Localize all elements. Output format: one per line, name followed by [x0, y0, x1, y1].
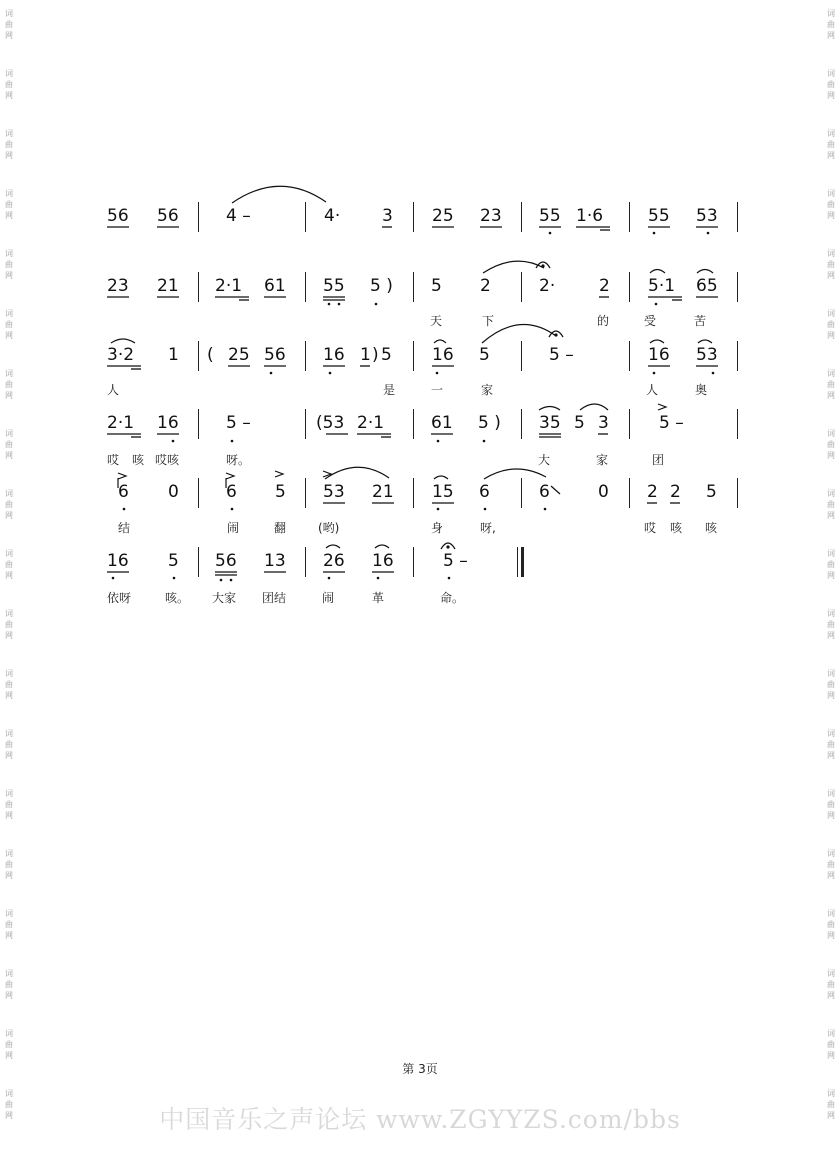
note-group: 16 [432, 345, 454, 365]
note-group: 16 [107, 551, 129, 571]
octave-dots [112, 232, 718, 582]
note-group: 6 [479, 482, 490, 502]
note-group: 3·2 [107, 345, 135, 365]
note-group: 2 [647, 482, 658, 502]
note-group: 2 [670, 482, 681, 502]
lyric-syllable: (哟) [318, 521, 340, 535]
margin-watermark-stamp: 词 曲 网 [827, 309, 835, 340]
margin-watermark-stamp: 词 曲 网 [827, 549, 835, 580]
margin-watermark-stamp: 词 曲 网 [827, 189, 835, 220]
note-group: 35 [539, 413, 561, 433]
note-group: 16 [323, 345, 345, 365]
lyric-syllable: 咳 [670, 521, 683, 535]
margin-watermark-stamp: 词 曲 网 [5, 909, 13, 940]
note-group: 53 [323, 482, 345, 502]
margin-watermark-stamp: 词 曲 网 [827, 909, 835, 940]
lyric-syllable: 团 [652, 453, 665, 467]
note-group: 4 – [226, 206, 251, 226]
lyric-syllable: 一 [431, 383, 444, 397]
fermata-marks [441, 262, 563, 549]
lyric-syllable: 人 [107, 383, 120, 397]
margin-watermark-stamp: 词 曲 网 [827, 1029, 835, 1060]
note-group: 26 [323, 551, 345, 571]
note-group: 5 – [659, 413, 684, 433]
note-group: 55 [648, 206, 670, 226]
note-group: 5 – [226, 413, 251, 433]
margin-watermark-stamp: 词 曲 网 [5, 669, 13, 700]
margin-watermark-stamp: 词 曲 网 [5, 309, 13, 340]
note-group: 56 [107, 206, 129, 226]
note-group: 21 [372, 482, 394, 502]
lyric-syllable: 翻 [274, 521, 287, 535]
lyric-syllable: 革 [372, 591, 385, 605]
lyric-syllable: 哎 [644, 521, 657, 535]
margin-watermark-stamp: 词 曲 网 [5, 249, 13, 280]
note-group: 16 [157, 413, 179, 433]
note-group: 5 ) [478, 413, 501, 433]
lyric-syllable: 天 [430, 314, 443, 328]
note-group: 0 [598, 482, 609, 502]
note-group: 61 [264, 276, 286, 296]
note-group: 4· [324, 206, 341, 226]
margin-watermark-stamp: 词 曲 网 [5, 429, 13, 460]
lyric-syllable: 呀, [480, 521, 496, 535]
slurs-and-ties [111, 186, 713, 548]
note-group: 21 [157, 276, 179, 296]
page-number: 第 3页 [402, 1062, 438, 1076]
note-group: 1 [360, 345, 371, 365]
note-group: 56 [215, 551, 237, 571]
margin-watermark-stamp: 词 曲 网 [5, 129, 13, 160]
lyric-syllable: 受 [644, 314, 657, 328]
lyric-syllable: 命。 [440, 591, 465, 605]
note-group: 65 [696, 276, 718, 296]
note-group: 25 [228, 345, 250, 365]
lyric-syllable: 奥 [695, 383, 708, 397]
note-group: 6 [539, 482, 550, 502]
margin-watermark-stamp: 词 曲 网 [827, 429, 835, 460]
lyric-syllable: 家 [596, 453, 609, 467]
note-group: 1·6 [576, 206, 604, 226]
note-group: ) [372, 345, 379, 365]
note-group: 2·1 [107, 413, 135, 433]
note-group: 2·1 [215, 276, 243, 296]
note-group: 1 [168, 345, 179, 365]
note-group: 55 [323, 276, 345, 296]
lyric-syllable: 闹 [227, 521, 240, 535]
margin-watermark-stamp: 词 曲 网 [5, 969, 13, 1000]
lyric-syllable: 家 [481, 383, 494, 397]
lyric-syllable: 咳 [705, 521, 718, 535]
margin-watermark-stamp: 词 曲 网 [827, 969, 835, 1000]
note-group: 5 [431, 276, 442, 296]
lyric-syllable: 大 [538, 453, 551, 467]
site-banner-watermark: 中国音乐之声论坛 www.ZGYYZS.com/bbs [159, 1105, 681, 1134]
note-group: 15 [432, 482, 454, 502]
margin-watermark-stamp: 词 曲 网 [5, 1029, 13, 1060]
note-group: 23 [107, 276, 129, 296]
lyric-syllable: 的 [597, 314, 610, 328]
underlines [107, 227, 718, 575]
lyric-syllable: 苦 [694, 314, 707, 328]
accent-marks [118, 404, 666, 494]
note-group: (53 [316, 413, 345, 433]
note-group: ( [207, 345, 214, 365]
margin-watermark-stamp: 词 曲 网 [827, 789, 835, 820]
margin-watermark-stamp: 词 曲 网 [827, 129, 835, 160]
note-group: 5 – [549, 345, 574, 365]
note-group: 53 [696, 345, 718, 365]
margin-watermark-stamp: 词 曲 网 [827, 669, 835, 700]
lyric-syllable: 人 [646, 383, 659, 397]
note-group: 56 [264, 345, 286, 365]
margin-watermark-stamp: 词 曲 网 [827, 489, 835, 520]
note-group: 2 [480, 276, 491, 296]
lyric-syllable: 依呀 [107, 591, 132, 605]
note-group: 5 [275, 482, 286, 502]
note-group: 5 [381, 345, 392, 365]
note-group: 5 [706, 482, 717, 502]
margin-watermark-stamp: 词 曲 网 [827, 609, 835, 640]
note-group: 25 [432, 206, 454, 226]
note-group: 53 [696, 206, 718, 226]
note-group: 13 [264, 551, 286, 571]
note-group: 3 [382, 206, 393, 226]
lyric-syllable: 哎 [107, 453, 120, 467]
lyric-syllable: 闹 [322, 591, 335, 605]
margin-watermark-stamp: 词 曲 网 [5, 549, 13, 580]
lyric-syllable: 是 [383, 383, 396, 397]
note-group: 61 [431, 413, 453, 433]
margin-watermark-stamp: 词 曲 网 [5, 1089, 13, 1120]
margin-watermark-stamp: 词 曲 网 [827, 69, 835, 100]
note-group: 16 [648, 345, 670, 365]
lyric-syllable: 下 [482, 314, 495, 328]
lyric-syllable: 身 [431, 521, 444, 535]
note-group: 0 [168, 482, 179, 502]
lyric-syllable: 大家 [212, 591, 237, 605]
note-group: 16 [372, 551, 394, 571]
note-group: 5 – [443, 551, 468, 571]
lyric-syllable: 咳 [132, 453, 145, 467]
note-group: 23 [480, 206, 502, 226]
margin-watermark-stamp: 词 曲 网 [5, 489, 13, 520]
note-group: 5·1 [648, 276, 676, 296]
note-group: 2· [539, 276, 556, 296]
note-group: 5 [574, 413, 585, 433]
note-group: 6 [118, 482, 129, 502]
margin-watermark-stamp: 词 曲 网 [5, 609, 13, 640]
margin-watermark-stamp: 词 曲 网 [827, 369, 835, 400]
margin-watermark-stamp: 词 曲 网 [5, 69, 13, 100]
margin-watermark-stamp: 词 曲 网 [5, 9, 13, 40]
margin-watermark-stamp: 词 曲 网 [827, 9, 835, 40]
margin-watermark-stamp: 词 曲 网 [5, 729, 13, 760]
note-group: 6 [226, 482, 237, 502]
note-group: 55 [539, 206, 561, 226]
lyric-syllable: 哎咳 [155, 453, 180, 467]
lyric-syllable: 团结 [262, 591, 287, 605]
margin-watermark-stamp: 词 曲 网 [827, 849, 835, 880]
note-group: 2·1 [357, 413, 385, 433]
margin-watermark-stamp: 词 曲 网 [827, 249, 835, 280]
note-group: 5 [479, 345, 490, 365]
note-group: 5 [168, 551, 179, 571]
margin-watermark-stamp: 词 曲 网 [5, 189, 13, 220]
note-group: 56 [157, 206, 179, 226]
lyric-syllable: 咳。 [165, 591, 190, 605]
margin-watermark-stamp: 词 曲 网 [5, 369, 13, 400]
lyric-syllable: 呀。 [226, 453, 251, 467]
note-group: 5 ) [370, 276, 393, 296]
note-group: 3 [598, 413, 609, 433]
note-group: 2 [599, 276, 610, 296]
margin-watermark-stamp: 词 曲 网 [827, 1089, 835, 1120]
lyric-syllable: 结 [118, 521, 131, 535]
margin-watermark-stamp: 词 曲 网 [5, 789, 13, 820]
margin-watermark-stamp: 词 曲 网 [5, 849, 13, 880]
margin-watermark-stamp: 词 曲 网 [827, 729, 835, 760]
